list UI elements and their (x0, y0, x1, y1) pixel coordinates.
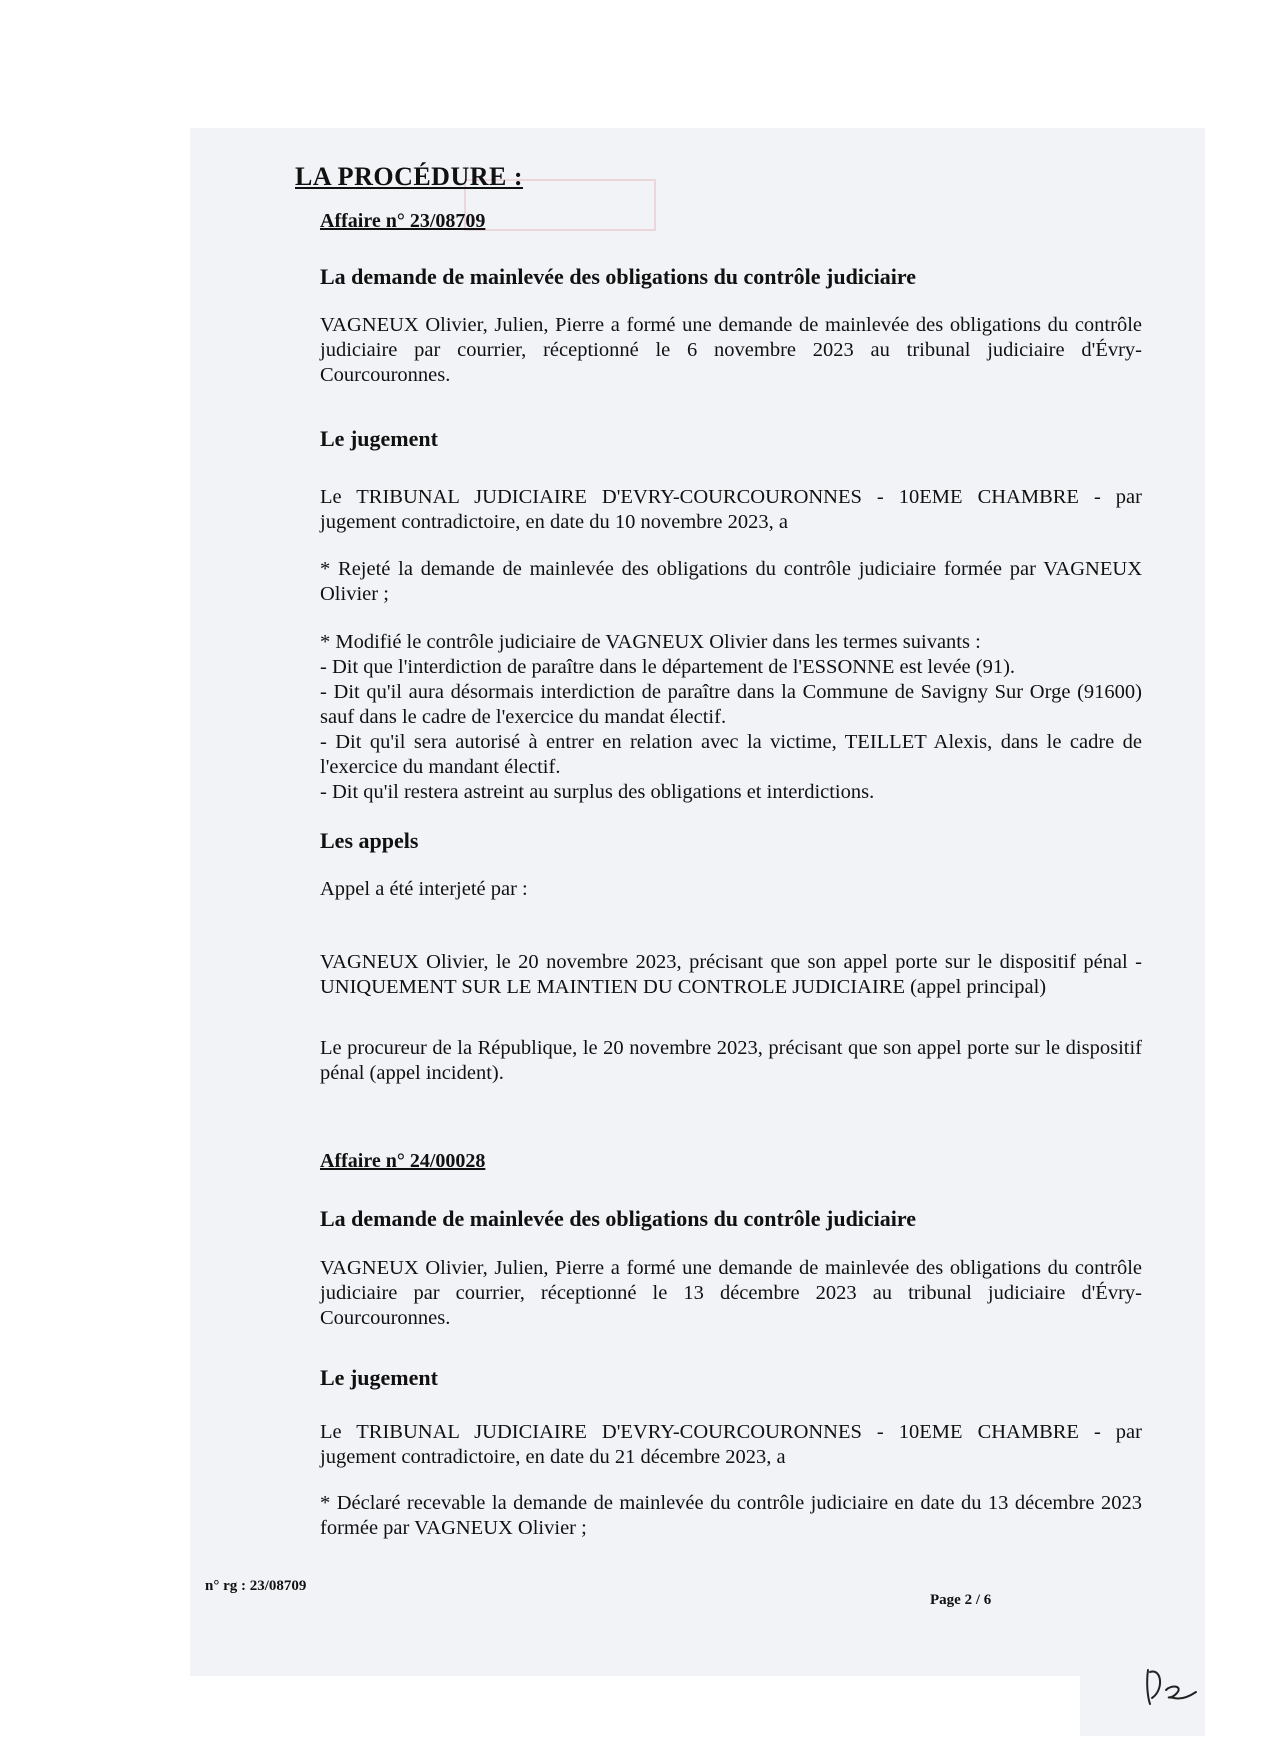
decision-line: - Dit que l'interdiction de paraître dans le département de l'ESSONNE est levée (91). (320, 656, 1016, 678)
appel-incident-paragraph: Le procureur de la République, le 20 novembre 2023, précisant que son appel porte sur le dispositif pénal (appel incident). (320, 1037, 1142, 1084)
case-number: Affaire n° 24/00028 (320, 1150, 486, 1172)
decision-list (320, 630, 1142, 805)
appel-principal-paragraph: VAGNEUX Olivier, le 20 novembre 2023, précisant que son appel porte sur le dispositif pénal - UNIQUEMENT SUR LE MAINTIEN DU CONTROLE JUDICIAIRE (appel principal) (320, 951, 1142, 998)
appels-intro: Appel a été interjeté par : (320, 878, 528, 900)
decision-line: - Dit qu'il restera astreint au surplus des obligations et interdictions. (320, 781, 875, 803)
section-heading-demande: La demande de mainlevée des obligations du contrôle judiciaire (320, 264, 917, 289)
page-title: LA PROCÉDURE : (295, 162, 524, 191)
jugement-intro-paragraph: Le TRIBUNAL JUDICIAIRE D'EVRY-COURCOURONNES - 10EME CHAMBRE - par jugement contradictoire, en date du 10 novembre 2023, a (320, 486, 1142, 533)
section-heading-jugement: Le jugement (320, 426, 438, 451)
section-heading-jugement: Le jugement (320, 1365, 438, 1390)
initials-signature (1140, 1660, 1210, 1710)
jugement-intro-paragraph: Le TRIBUNAL JUDICIAIRE D'EVRY-COURCOURONNES - 10EME CHAMBRE - par jugement contradictoire, en date du 21 décembre 2023, a (320, 1421, 1142, 1468)
decision-paragraph: * Rejeté la demande de mainlevée des obligations du contrôle judiciaire formée par VAGNEUX Olivier ; (320, 558, 1142, 605)
case-number: Affaire n° 23/08709 (320, 210, 486, 232)
decision-paragraph: * Déclaré recevable la demande de mainlevée du contrôle judiciaire en date du 13 décembre 2023 formée par VAGNEUX Olivier ; (320, 1492, 1142, 1539)
decision-line: * Modifié le contrôle judiciaire de VAGNEUX Olivier dans les termes suivants : (320, 631, 981, 653)
section-heading-demande: La demande de mainlevée des obligations du contrôle judiciaire (320, 1206, 917, 1231)
demande-paragraph: VAGNEUX Olivier, Julien, Pierre a formé une demande de mainlevée des obligations du contrôle judiciaire par courrier, réceptionné le 6 novembre 2023 au tribunal judiciaire d'Évry-Courcouronnes. (320, 314, 1142, 386)
page-number: Page 2 / 6 (930, 1592, 992, 1608)
decision-line: - Dit qu'il aura désormais interdiction de paraître dans la Commune de Savigny Sur Orge (91600) sauf dans le cadre de l'exercice du mandat électif. (320, 681, 1142, 728)
demande-paragraph: VAGNEUX Olivier, Julien, Pierre a formé une demande de mainlevée des obligations du contrôle judiciaire par courrier, réceptionné le 13 décembre 2023 au tribunal judiciaire d'Évry-Courcouronnes. (320, 1257, 1142, 1329)
case-reference: n° rg : 23/08709 (205, 1578, 307, 1594)
section-heading-appels: Les appels (320, 828, 419, 853)
decision-line: - Dit qu'il sera autorisé à entrer en relation avec la victime, TEILLET Alexis, dans le cadre de l'exercice du mandant électif. (320, 731, 1142, 778)
